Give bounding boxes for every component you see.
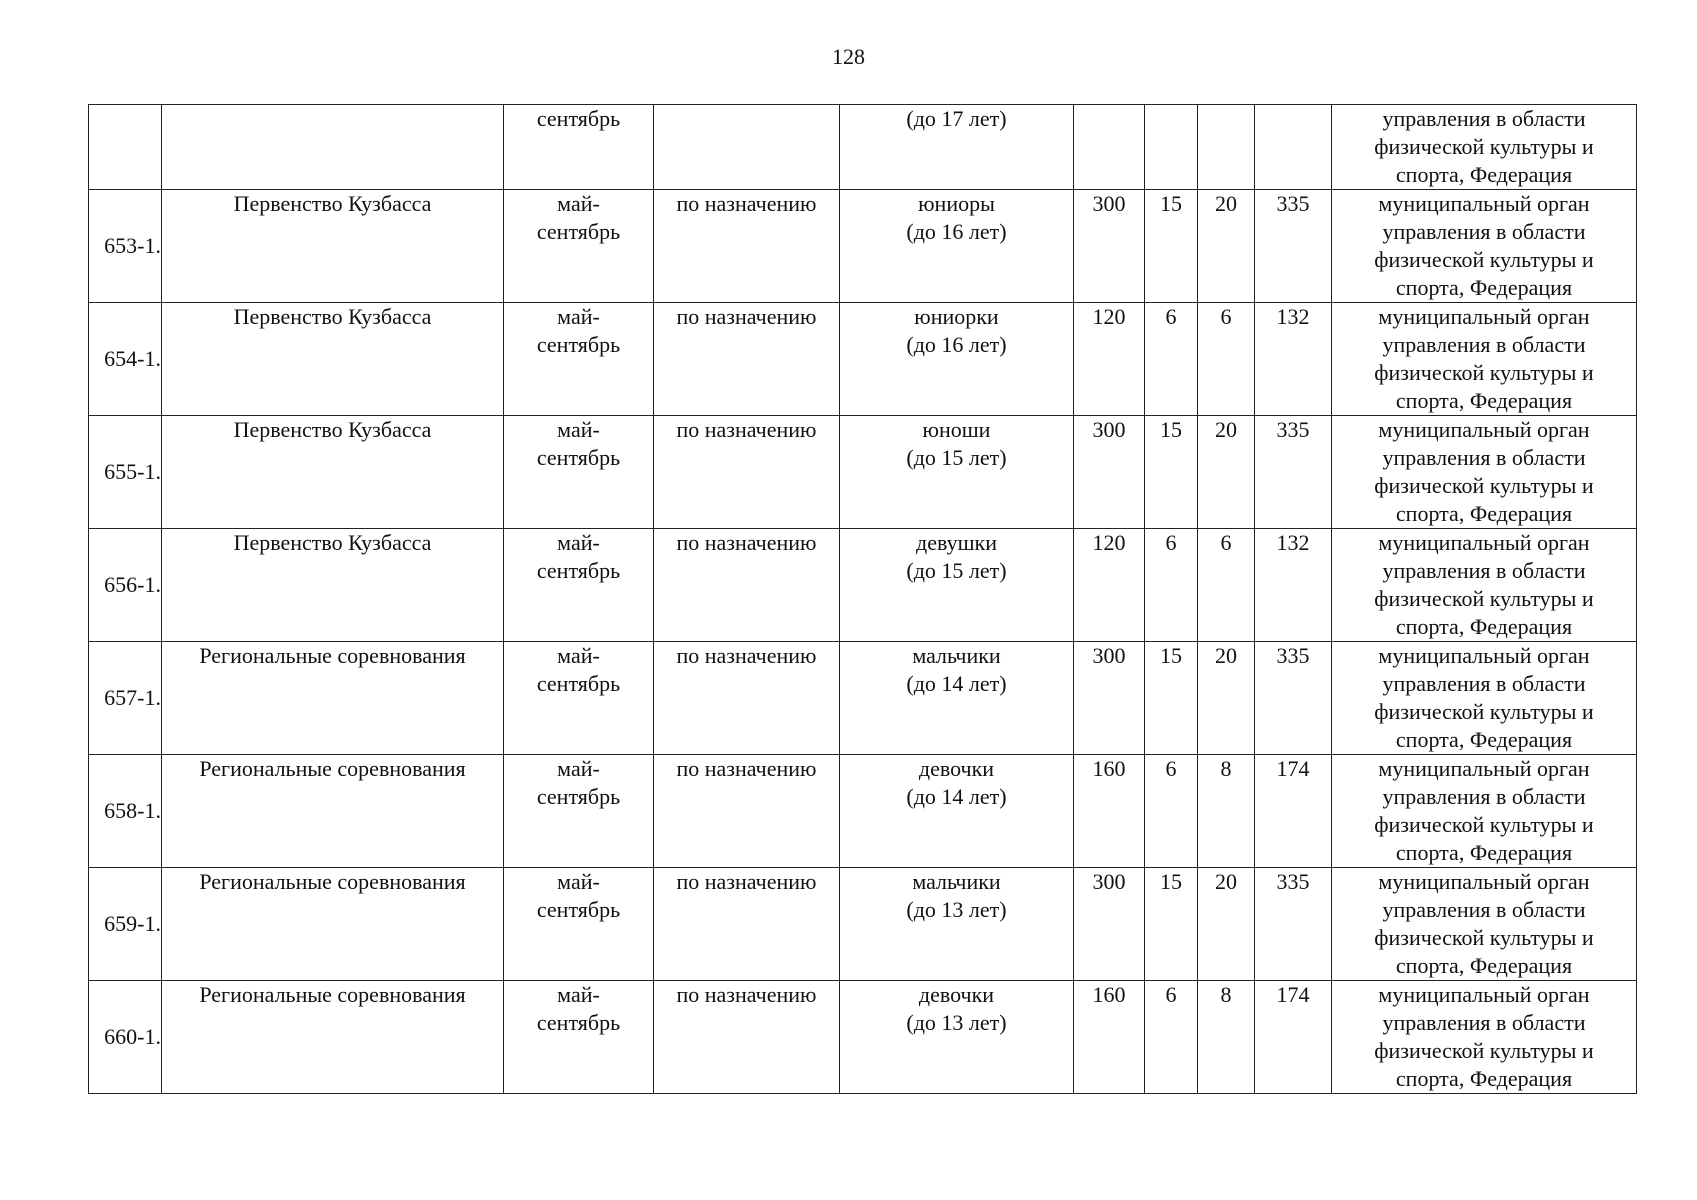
organizer-line: спорта, Федерация	[1395, 388, 1573, 413]
cell-c2: 15	[1145, 868, 1198, 981]
age-line: (до 13 лет)	[906, 1010, 1007, 1035]
age-line: (до 15 лет)	[906, 445, 1007, 470]
organizer-line: физической культуры и	[1374, 473, 1594, 498]
cell-age	[840, 303, 1074, 416]
age-line: (до 14 лет)	[906, 784, 1007, 809]
cell-place: по назначению	[654, 416, 840, 529]
cell-c1: 120	[1074, 529, 1145, 642]
cell-c2: 15	[1145, 416, 1198, 529]
dates-line: май-	[557, 191, 600, 216]
cell-place: по назначению	[654, 868, 840, 981]
cell-c1: 160	[1074, 755, 1145, 868]
cell-c1: 300	[1074, 416, 1145, 529]
age-line: юниорки	[914, 304, 999, 329]
age-line: мальчики	[912, 869, 1001, 894]
events-table	[88, 104, 1637, 1094]
cell-c3: 20	[1198, 416, 1255, 529]
age-line: (до 14 лет)	[906, 671, 1007, 696]
organizer-line: муниципальный орган	[1378, 530, 1590, 555]
cell-c2: 15	[1145, 190, 1198, 303]
cell-c2: 6	[1145, 529, 1198, 642]
cell-dates	[504, 868, 654, 981]
dates-line: май-	[557, 982, 600, 1007]
age-line: (до 13 лет)	[906, 897, 1007, 922]
organizer-line: муниципальный орган	[1378, 869, 1590, 894]
cell-c1: 300	[1074, 190, 1145, 303]
age-line: (до 16 лет)	[906, 332, 1007, 357]
age-line: юниоры	[918, 191, 995, 216]
organizer-line: физической культуры и	[1374, 586, 1594, 611]
organizer-line: муниципальный орган	[1378, 191, 1590, 216]
dates-line: сентябрь	[536, 671, 621, 696]
cell-name	[162, 105, 504, 190]
age-line: девочки	[918, 756, 995, 781]
organizer-line: муниципальный орган	[1378, 982, 1590, 1007]
organizer-line: управления в области	[1382, 558, 1586, 583]
cell-num: 658-1.	[89, 755, 162, 868]
cell-name: Региональные соревнования	[162, 755, 504, 868]
cell-c3: 20	[1198, 868, 1255, 981]
cell-c3: 6	[1198, 529, 1255, 642]
cell-dates	[504, 529, 654, 642]
organizer-line: физической культуры и	[1374, 1038, 1594, 1063]
organizer-line: спорта, Федерация	[1395, 614, 1573, 639]
organizer-line: спорта, Федерация	[1395, 275, 1573, 300]
cell-name: Первенство Кузбасса	[162, 190, 504, 303]
cell-organizer	[1332, 303, 1637, 416]
cell-c4: 335	[1255, 642, 1332, 755]
cell-c4: 335	[1255, 416, 1332, 529]
cell-age	[840, 105, 1074, 190]
dates-line: сентябрь	[536, 219, 621, 244]
continuation-row	[89, 105, 1637, 190]
cell-age	[840, 416, 1074, 529]
organizer-line: управления в области	[1382, 219, 1586, 244]
dates-line: сентябрь	[536, 558, 621, 583]
page-number: 128	[832, 44, 865, 69]
organizer-line: спорта, Федерация	[1395, 501, 1573, 526]
cell-dates	[504, 755, 654, 868]
cell-c2: 15	[1145, 642, 1198, 755]
cell-c1: 120	[1074, 303, 1145, 416]
organizer-line: управления в области	[1382, 897, 1586, 922]
organizer-line: физической культуры и	[1374, 134, 1594, 159]
cell-name: Региональные соревнования	[162, 868, 504, 981]
age-line: девочки	[918, 982, 995, 1007]
dates-line: сентябрь	[536, 897, 621, 922]
cell-organizer	[1332, 642, 1637, 755]
organizer-line: физической культуры и	[1374, 360, 1594, 385]
organizer-line: муниципальный орган	[1378, 304, 1590, 329]
table-row	[89, 755, 1637, 868]
age-line: (до 17 лет)	[906, 106, 1007, 131]
cell-name: Первенство Кузбасса	[162, 303, 504, 416]
organizer-line: спорта, Федерация	[1395, 953, 1573, 978]
cell-c4	[1255, 105, 1332, 190]
cell-c4: 335	[1255, 868, 1332, 981]
cell-place: по назначению	[654, 981, 840, 1094]
organizer-line: муниципальный орган	[1378, 756, 1590, 781]
dates-line: сентябрь	[536, 1010, 621, 1035]
cell-place: по назначению	[654, 755, 840, 868]
table-row	[89, 416, 1637, 529]
dates-line: май-	[557, 304, 600, 329]
cell-name: Первенство Кузбасса	[162, 416, 504, 529]
cell-num: 659-1.	[89, 868, 162, 981]
table-row	[89, 868, 1637, 981]
age-line: юноши	[922, 417, 991, 442]
cell-c3: 8	[1198, 755, 1255, 868]
cell-dates	[504, 416, 654, 529]
cell-organizer	[1332, 105, 1637, 190]
cell-age	[840, 529, 1074, 642]
cell-c3	[1198, 105, 1255, 190]
table-row	[89, 642, 1637, 755]
cell-num	[89, 105, 162, 190]
cell-c2	[1145, 105, 1198, 190]
cell-num: 655-1.	[89, 416, 162, 529]
age-line: (до 15 лет)	[906, 558, 1007, 583]
cell-dates	[504, 303, 654, 416]
cell-num: 654-1.	[89, 303, 162, 416]
cell-dates	[504, 105, 654, 190]
cell-name: Региональные соревнования	[162, 642, 504, 755]
organizer-line: физической культуры и	[1374, 812, 1594, 837]
organizer-line: управления в области	[1382, 106, 1586, 131]
organizer-line: физической культуры и	[1374, 699, 1594, 724]
cell-place	[654, 105, 840, 190]
cell-age	[840, 190, 1074, 303]
cell-c4: 174	[1255, 981, 1332, 1094]
cell-c3: 6	[1198, 303, 1255, 416]
cell-age	[840, 755, 1074, 868]
age-line: девушки	[916, 530, 997, 555]
cell-dates	[504, 642, 654, 755]
organizer-line: спорта, Федерация	[1395, 162, 1573, 187]
cell-place: по назначению	[654, 303, 840, 416]
cell-age	[840, 868, 1074, 981]
cell-c1	[1074, 105, 1145, 190]
organizer-line: муниципальный орган	[1378, 417, 1590, 442]
cell-age	[840, 642, 1074, 755]
cell-dates	[504, 190, 654, 303]
cell-c2: 6	[1145, 755, 1198, 868]
table-row	[89, 981, 1637, 1094]
dates-line: май-	[557, 756, 600, 781]
cell-num: 657-1.	[89, 642, 162, 755]
organizer-line: управления в области	[1382, 671, 1586, 696]
cell-name: Региональные соревнования	[162, 981, 504, 1094]
cell-c3: 20	[1198, 642, 1255, 755]
age-line: (до 16 лет)	[906, 219, 1007, 244]
cell-organizer	[1332, 416, 1637, 529]
cell-c4: 132	[1255, 303, 1332, 416]
cell-c1: 300	[1074, 868, 1145, 981]
cell-c3: 20	[1198, 190, 1255, 303]
cell-organizer	[1332, 981, 1637, 1094]
table-row	[89, 190, 1637, 303]
cell-name: Первенство Кузбасса	[162, 529, 504, 642]
organizer-line: физической культуры и	[1374, 247, 1594, 272]
cell-c1: 300	[1074, 642, 1145, 755]
cell-c1: 160	[1074, 981, 1145, 1094]
cell-c3: 8	[1198, 981, 1255, 1094]
dates-line: сентябрь	[536, 332, 621, 357]
age-line: мальчики	[912, 643, 1001, 668]
table-row	[89, 529, 1637, 642]
organizer-line: физической культуры и	[1374, 925, 1594, 950]
dates-line: май-	[557, 530, 600, 555]
cell-dates	[504, 981, 654, 1094]
dates-line: сентябрь	[536, 106, 621, 131]
cell-place: по назначению	[654, 190, 840, 303]
cell-age	[840, 981, 1074, 1094]
dates-line: май-	[557, 643, 600, 668]
cell-c4: 132	[1255, 529, 1332, 642]
dates-line: май-	[557, 869, 600, 894]
cell-c2: 6	[1145, 303, 1198, 416]
dates-line: сентябрь	[536, 445, 621, 470]
organizer-line: спорта, Федерация	[1395, 1066, 1573, 1091]
cell-place: по назначению	[654, 642, 840, 755]
cell-num: 656-1.	[89, 529, 162, 642]
cell-organizer	[1332, 529, 1637, 642]
dates-line: май-	[557, 417, 600, 442]
cell-organizer	[1332, 190, 1637, 303]
organizer-line: спорта, Федерация	[1395, 727, 1573, 752]
cell-organizer	[1332, 868, 1637, 981]
cell-num: 653-1.	[89, 190, 162, 303]
cell-c4: 335	[1255, 190, 1332, 303]
organizer-line: управления в области	[1382, 1010, 1586, 1035]
cell-num: 660-1.	[89, 981, 162, 1094]
cell-c4: 174	[1255, 755, 1332, 868]
cell-c2: 6	[1145, 981, 1198, 1094]
organizer-line: спорта, Федерация	[1395, 840, 1573, 865]
organizer-line: управления в области	[1382, 784, 1586, 809]
organizer-line: управления в области	[1382, 445, 1586, 470]
organizer-line: управления в области	[1382, 332, 1586, 357]
dates-line: сентябрь	[536, 784, 621, 809]
cell-place: по назначению	[654, 529, 840, 642]
organizer-line: муниципальный орган	[1378, 643, 1590, 668]
cell-organizer	[1332, 755, 1637, 868]
table-row	[89, 303, 1637, 416]
